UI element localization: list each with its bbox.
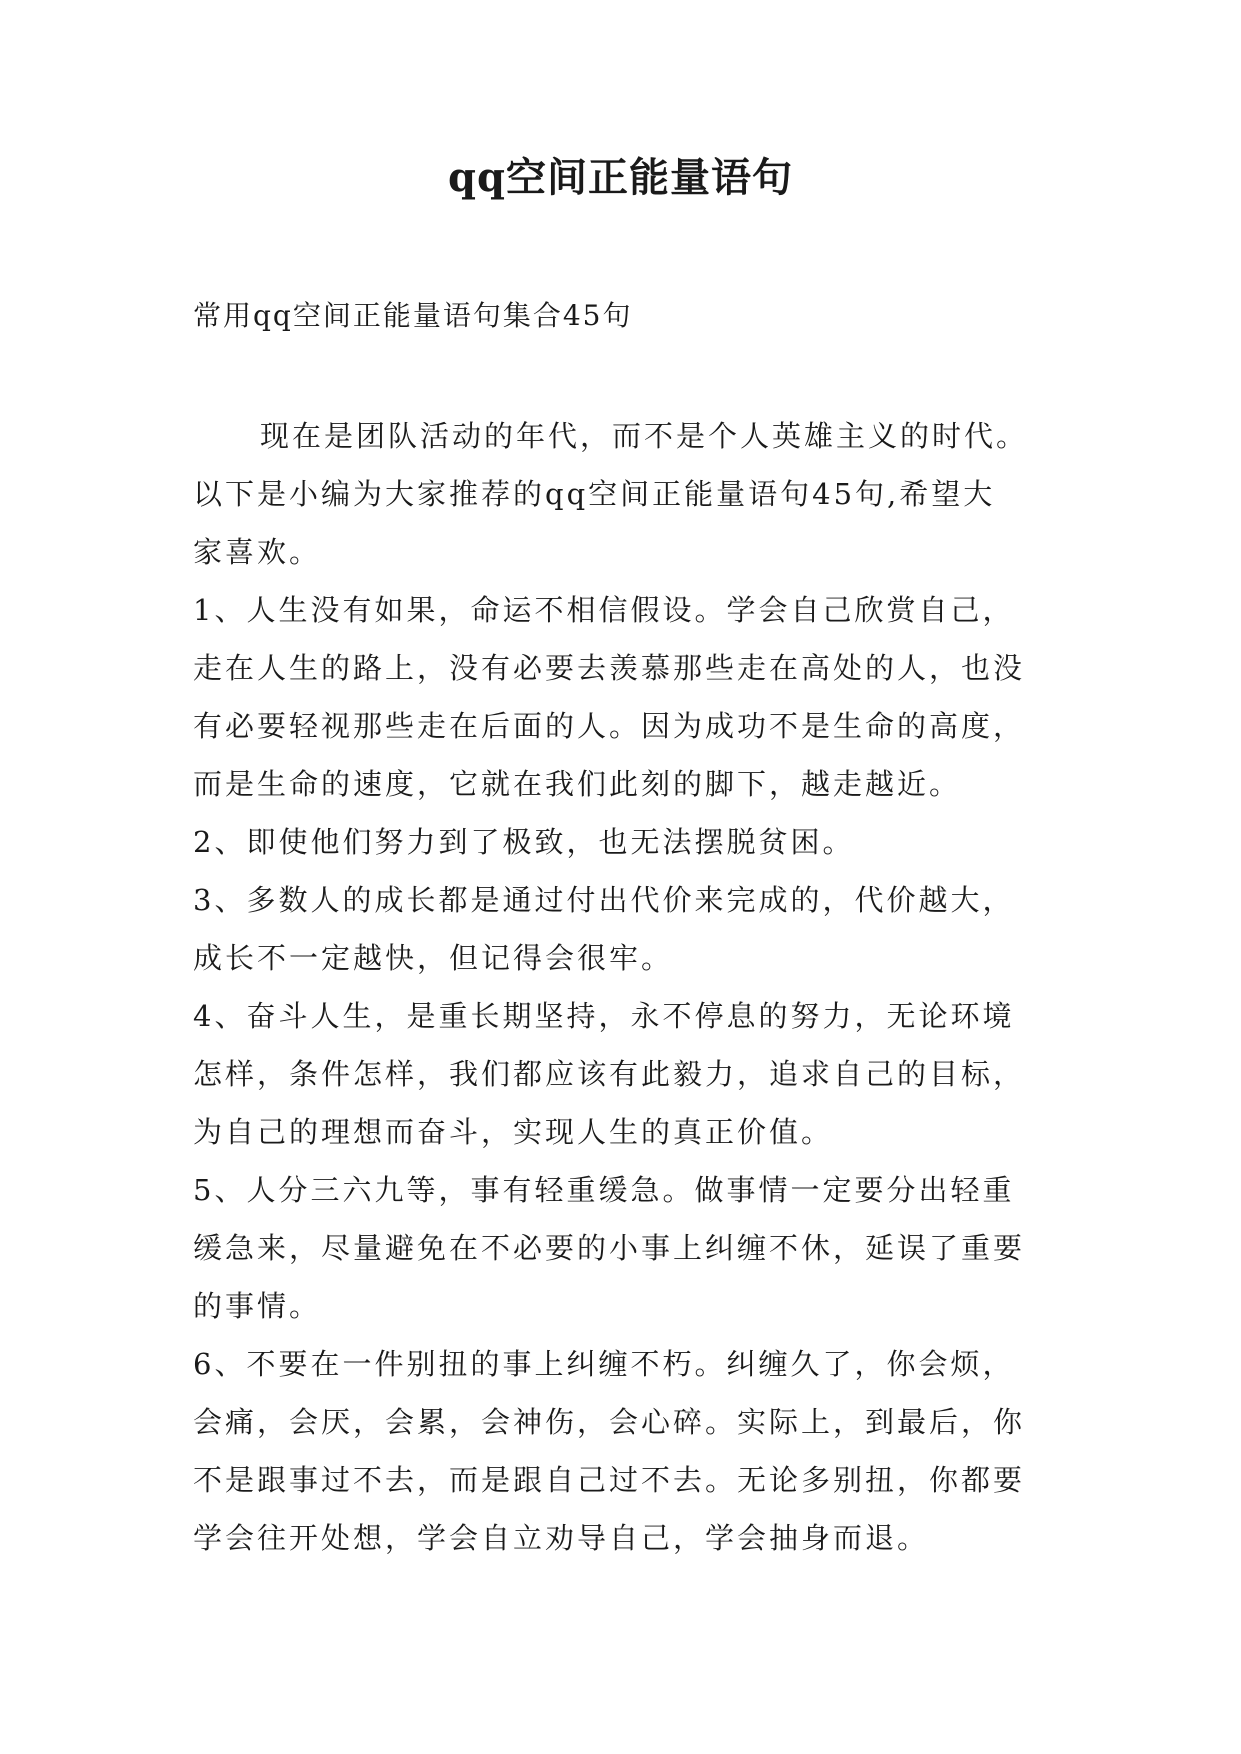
paragraph-line: 以下是小编为大家推荐的qq空间正能量语句45句,希望大	[193, 477, 996, 511]
paragraph-line: 现在是团队活动的年代，而不是个人英雄主义的时代。	[260, 419, 1029, 453]
paragraph-line: 6、不要在一件别扭的事上纠缠不朽。纠缠久了，你会烦，	[193, 1347, 1015, 1381]
paragraph-line: 学会往开处想，学会自立劝导自己，学会抽身而退。	[193, 1521, 930, 1555]
paragraph-line: 的事情。	[193, 1289, 322, 1323]
paragraph-line: 有必要轻视那些走在后面的人。因为成功不是生命的高度，	[193, 709, 1026, 743]
document-subtitle: 常用qq空间正能量语句集合45句	[193, 299, 633, 332]
paragraph-line: 走在人生的路上，没有必要去羡慕那些走在高处的人，也没	[193, 651, 1026, 685]
document-body	[193, 407, 1073, 1567]
paragraph-line: 怎样，条件怎样，我们都应该有此毅力，追求自己的目标，	[193, 1057, 1026, 1091]
paragraph-line: 5、人分三六九等，事有轻重缓急。做事情一定要分出轻重	[193, 1173, 1015, 1207]
paragraph-line: 缓急来，尽量避免在不必要的小事上纠缠不休，延误了重要	[193, 1231, 1026, 1265]
paragraph-line: 而是生命的速度，它就在我们此刻的脚下，越走越近。	[193, 767, 962, 801]
paragraph-line: 成长不一定越快，但记得会很牢。	[193, 941, 674, 975]
paragraph-line: 3、多数人的成长都是通过付出代价来完成的，代价越大，	[193, 883, 1015, 917]
paragraph-line: 家喜欢。	[193, 535, 322, 569]
paragraph-line: 1、人生没有如果，命运不相信假设。学会自己欣赏自己，	[193, 593, 1015, 627]
paragraph-line: 会痛，会厌，会累，会神伤，会心碎。实际上，到最后，你	[193, 1405, 1026, 1439]
paragraph-line: 4、奋斗人生，是重长期坚持，永不停息的努力，无论环境	[193, 999, 1015, 1033]
document-title: qq空间正能量语句	[448, 154, 793, 201]
paragraph-line: 为自己的理想而奋斗，实现人生的真正价值。	[193, 1115, 834, 1149]
paragraph-line: 2、即使他们努力到了极致，也无法摆脱贫困。	[193, 825, 855, 859]
paragraph-line: 不是跟事过不去，而是跟自己过不去。无论多别扭，你都要	[193, 1463, 1026, 1497]
